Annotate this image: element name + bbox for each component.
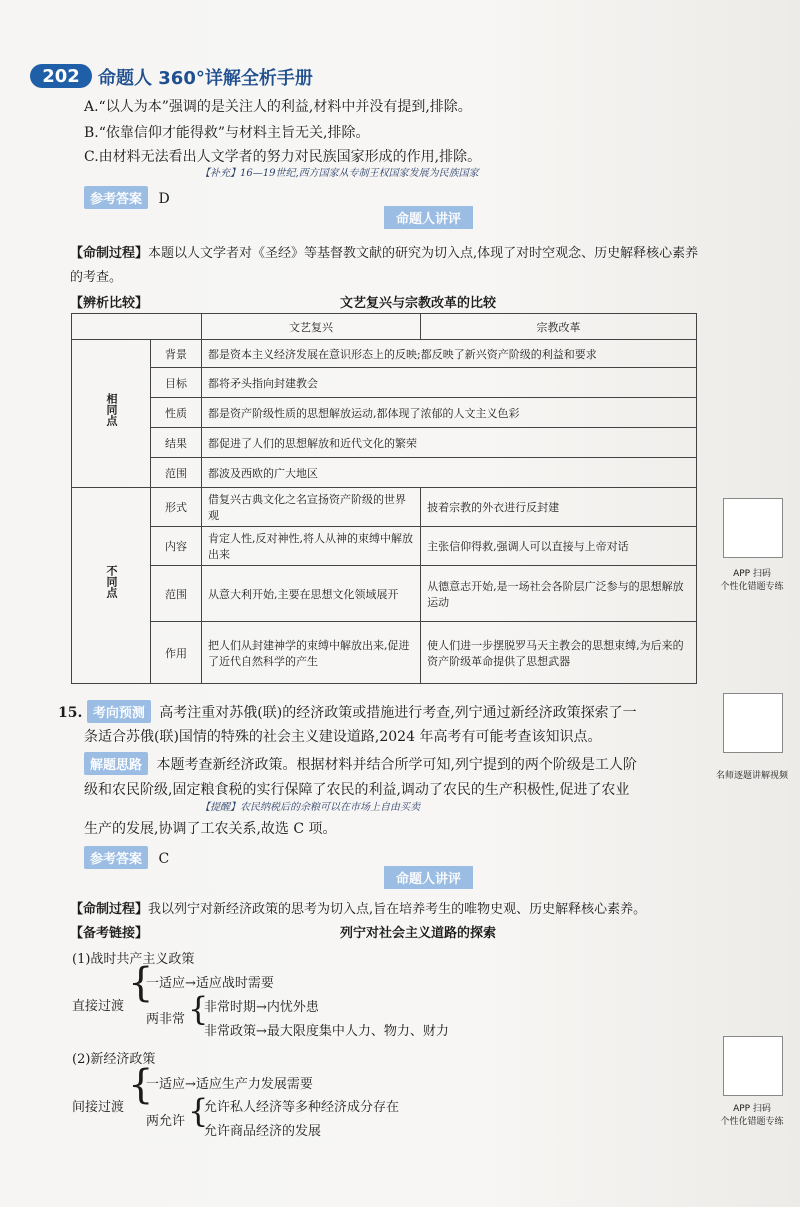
process-text-2: 的考查。 [70,270,123,285]
option-b: B.“依靠信仰才能得救”与材料主旨无关,排除。 [84,125,370,141]
option-a: A.“以人为本”强调的是关注人的利益,材料中并没有提到,排除。 [84,99,472,115]
analysis-label: 【辨析比较】 [70,296,149,311]
option-c: C.由材料无法看出人文学者的努力对民族国家形成的作用,排除。 [84,149,482,165]
answer-value: D [158,191,170,207]
process-label: 【命制过程】 [70,246,149,261]
answer-value: C [158,851,170,867]
policy1-l2: 非常时期→内忧外患 [204,1000,319,1015]
group-same: 相同点 [72,340,151,488]
question-text: 高考注重对苏俄(联)的经济政策或措施进行考查,列宁通过新经济政策探索了一 [159,705,637,721]
row-label: 内容 [151,527,202,566]
row-label: 范围 [151,458,202,488]
row-value: 都波及西欧的广大地区 [202,458,697,488]
policy2-title: (2)新经济政策 [72,1052,156,1067]
lecture-tag: 命题人讲评 [384,206,473,229]
link-title: 列宁对社会主义道路的探索 [340,926,497,941]
analysis-text-2: 级和农民阶级,固定粮食税的实行保障了农民的利益,调动了农民的生产积极性,促进了农业 [84,782,630,798]
cell-renaissance: 从意大利开始,主要在思想文化领域展开 [202,566,421,622]
policy1-left: 直接过渡 [72,999,125,1014]
policy2-l3: 允许商品经济的发展 [204,1124,322,1139]
brace-icon: { [128,1062,154,1108]
answer-tag: 参考答案 [84,186,148,209]
process-text: 本题以人文学者对《圣经》等基督教文献的研究为切入点,体现了对时空观念、历史解释核心素养 [148,246,699,261]
row-label: 结果 [151,428,202,458]
process-label: 【命制过程】 [70,902,149,917]
analysis-note: 【提醒】农民纳税后的余粮可以在市场上自由买卖 [200,802,420,813]
policy1-l1: 一适应→适应战时需要 [146,976,274,991]
qr-caption: APP 扫码 个性化错题专练 [720,569,784,592]
cell-renaissance: 借复兴古典文化之名宣扬资产阶级的世界观 [202,488,421,527]
policy1-l3: 非常政策→最大限度集中人力、物力、财力 [204,1024,449,1039]
option-c-note: 【补充】16—19世纪,西方国家从专制王权国家发展为民族国家 [200,168,479,179]
policy2-l2: 允许私人经济等多种经济成分存在 [204,1100,400,1115]
answer-tag: 参考答案 [84,846,148,869]
brace-icon: { [188,1092,209,1130]
cell-reformation: 主张信仰得救,强调人可以直接与上帝对话 [421,527,697,566]
process-text: 我以列宁对新经济政策的思考为切入点,旨在培养考生的唯物史观、历史解释核心素养。 [148,902,647,917]
row-value: 都促进了人们的思想解放和近代文化的繁荣 [202,428,697,458]
book-title: 命题人 360°详解全析手册 [98,68,313,89]
question-tag: 考向预测 [87,700,151,723]
qr-code[interactable] [723,498,783,558]
qr-code[interactable] [723,693,783,753]
page-number: 202 [30,64,92,88]
policy1-mid: 两非常 [146,1012,186,1027]
qr-code[interactable] [723,1036,783,1096]
row-value: 都是资本主义经济发展在意识形态上的反映;都反映了新兴资产阶级的利益和要求 [202,340,697,368]
cell-renaissance: 把人们从封建神学的束缚中解放出来,促进了近代自然科学的产生 [202,622,421,684]
qr-caption: 名师逐题讲解视频 [715,771,788,781]
analysis-text: 本题考查新经济政策。根据材料并结合所学可知,列宁提到的两个阶级是工人阶 [156,757,637,773]
question-text-2: 条适合苏俄(联)国情的特殊的社会主义建设道路,2024 年高考有可能考查该知识点。 [84,729,602,745]
row-label: 形式 [151,488,202,527]
row-label: 背景 [151,340,202,368]
qr-caption: APP 扫码 个性化错题专练 [720,1104,784,1127]
cell-reformation: 使人们进一步摆脱罗马天主教会的思想束缚,为后来的资产阶级革命提供了思想武器 [421,622,697,684]
row-label: 范围 [151,566,202,622]
question-number: 15. [58,705,83,721]
policy1-title: (1)战时共产主义政策 [72,952,195,967]
row-label: 作用 [151,622,202,684]
policy2-left: 间接过渡 [72,1100,125,1115]
row-value: 都是资产阶级性质的思想解放运动,都体现了浓郁的人文主义色彩 [202,398,697,428]
cell-reformation: 披着宗教的外衣进行反封建 [421,488,697,527]
link-label: 【备考链接】 [70,926,149,941]
comparison-table [71,313,697,684]
analysis-tag: 解题思路 [84,752,148,775]
policy2-mid: 两允许 [146,1114,186,1129]
row-label: 目标 [151,368,202,398]
table-title: 文艺复兴与宗教改革的比较 [340,296,497,311]
analysis-text-3: 生产的发展,协调了工农关系,故选 C 项。 [84,821,337,837]
cell-renaissance: 肯定人性,反对神性,将人从神的束缚中解放出来 [202,527,421,566]
policy2-l1: 一适应→适应生产力发展需要 [146,1077,313,1092]
brace-icon: { [128,960,154,1006]
lecture-tag: 命题人讲评 [384,866,473,889]
row-value: 都将矛头指向封建教会 [202,368,697,398]
cell-reformation: 从德意志开始,是一场社会各阶层广泛参与的思想解放运动 [421,566,697,622]
col-header-reformation: 宗教改革 [421,314,697,340]
brace-icon: { [188,990,209,1028]
row-label: 性质 [151,398,202,428]
group-diff: 不同点 [72,488,151,684]
col-header-renaissance: 文艺复兴 [202,314,421,340]
